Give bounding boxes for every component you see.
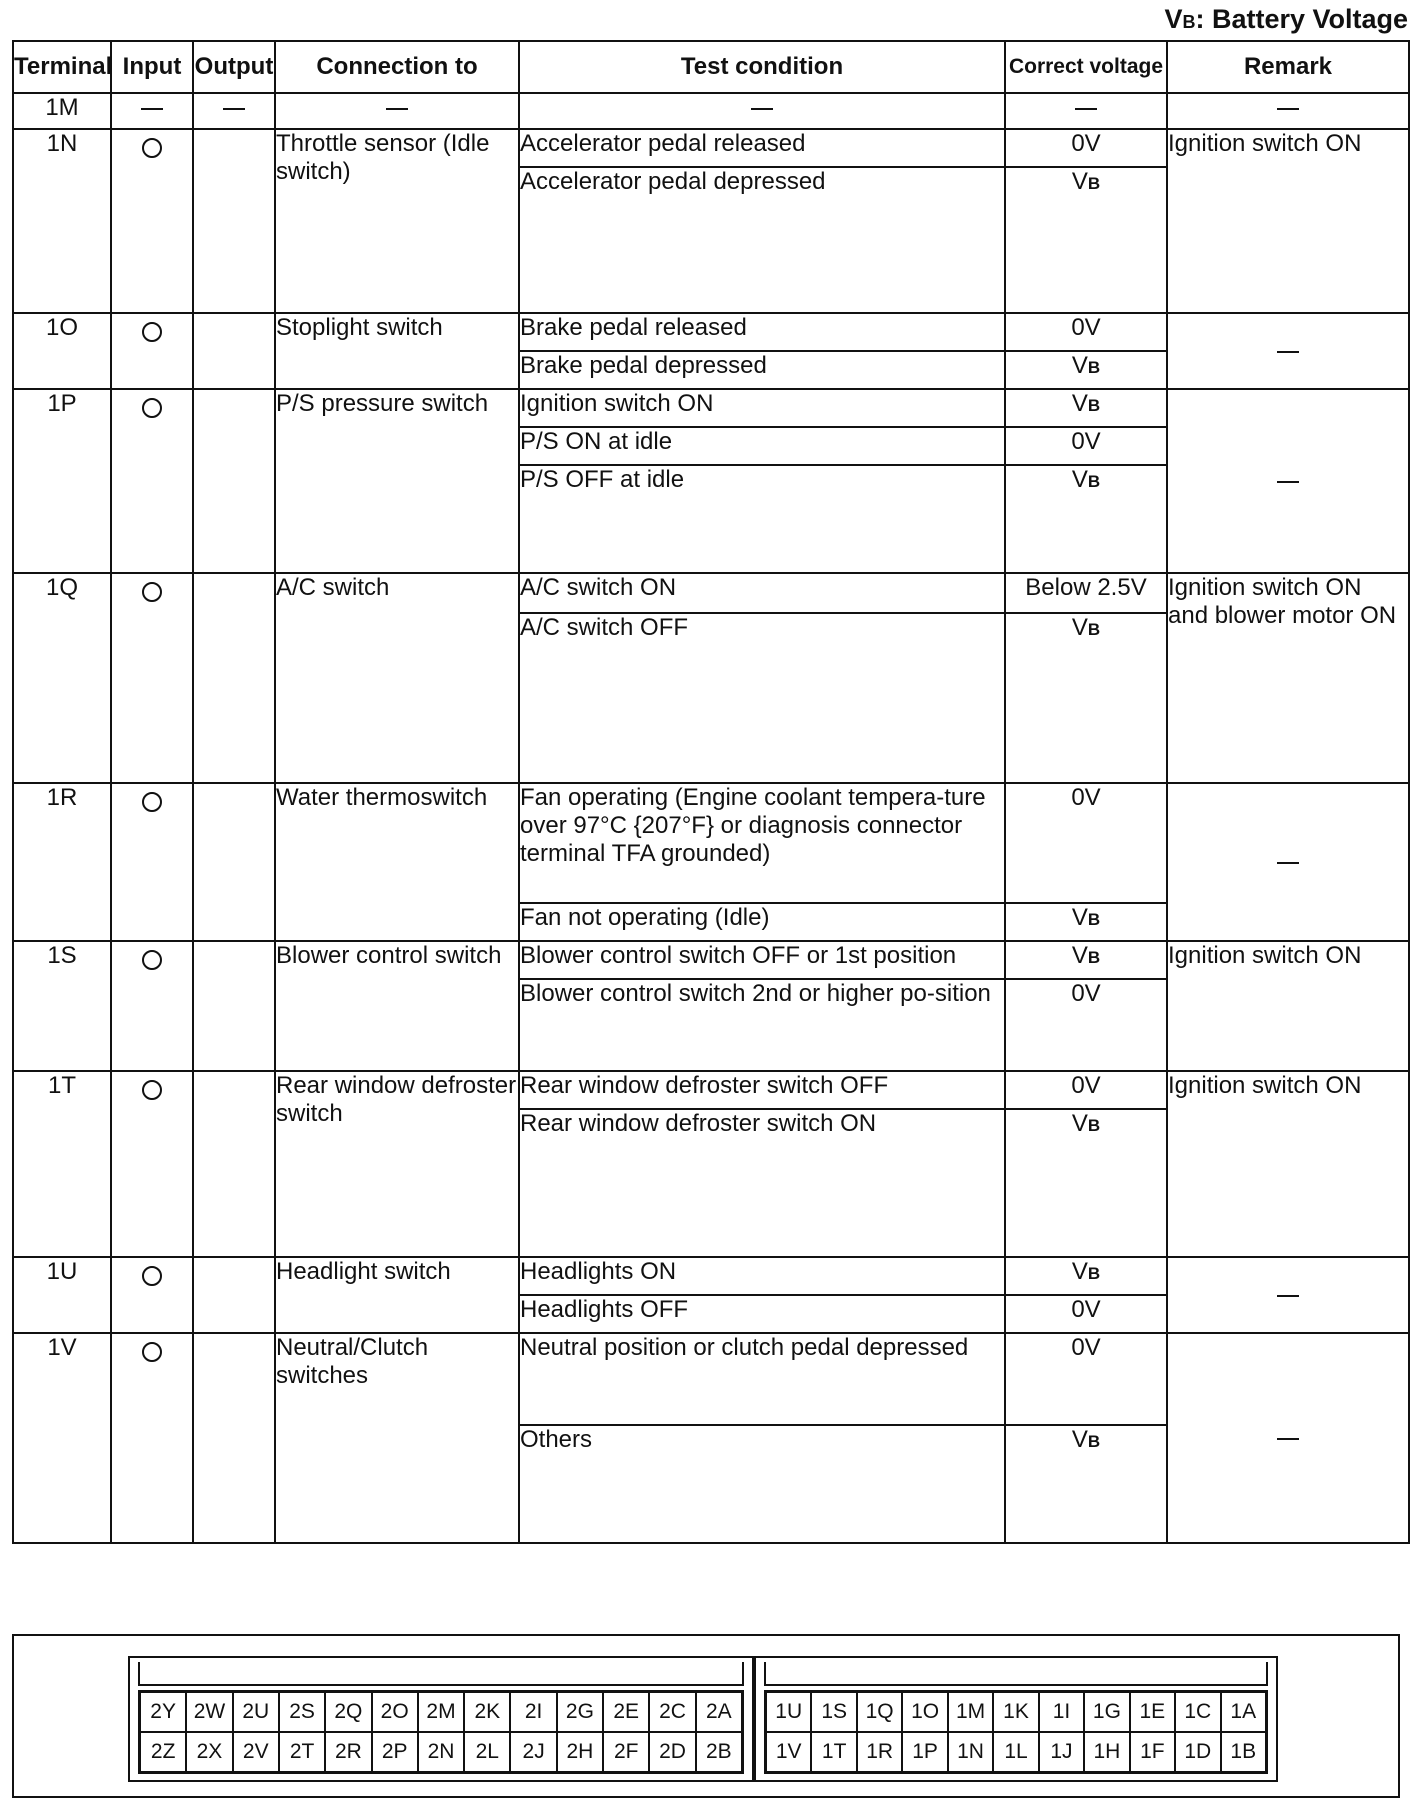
voltage-cell: VB (1005, 941, 1167, 979)
connector-pin: 2H (557, 1732, 603, 1772)
condition-cell: Headlights ON (519, 1257, 1005, 1295)
voltage-cell: VB (1005, 465, 1167, 573)
output-cell (193, 573, 275, 783)
voltage-cell: 0V (1005, 783, 1167, 903)
circle-icon (142, 582, 162, 602)
connector-pin: 2Z (140, 1732, 186, 1772)
header-input: Input (111, 41, 193, 93)
table-row (13, 93, 1409, 129)
connector-pin: 1A (1221, 1692, 1266, 1732)
remark-cell: Ignition switch ON (1167, 941, 1409, 1071)
remark-cell (1167, 313, 1409, 389)
table-row (13, 783, 1409, 903)
connector-pin: 1B (1221, 1732, 1266, 1772)
voltage-cell: 0V (1005, 313, 1167, 351)
dash (1005, 93, 1167, 129)
table-row (13, 129, 1409, 167)
header-test-condition: Test condition (519, 41, 1005, 93)
remark-cell: Ignition switch ON (1167, 1071, 1409, 1257)
circle-icon (142, 138, 162, 158)
input-mark (111, 129, 193, 313)
remark-cell: Ignition switch ON and blower motor ON (1167, 573, 1409, 783)
voltage-cell: VB (1005, 351, 1167, 389)
connection-cell: Headlight switch (275, 1257, 519, 1333)
terminal-cell: 1M (13, 93, 111, 129)
table-row (13, 1257, 1409, 1295)
remark-cell (1167, 389, 1409, 573)
connector-pin: 1F (1130, 1732, 1175, 1772)
connector-pin: 2B (696, 1732, 742, 1772)
condition-cell: A/C switch ON (519, 573, 1005, 613)
connector-pin: 1H (1084, 1732, 1129, 1772)
connector-pin: 1C (1175, 1692, 1220, 1732)
connector-pin: 1G (1084, 1692, 1129, 1732)
connection-cell: Throttle sensor (Idle switch) (275, 129, 519, 313)
voltage-cell: 0V (1005, 1071, 1167, 1109)
table-row (13, 389, 1409, 427)
dash (111, 93, 193, 129)
condition-cell: Neutral position or clutch pedal depressed (519, 1333, 1005, 1425)
circle-icon (142, 1080, 162, 1100)
connector-pin: 1Q (857, 1692, 902, 1732)
terminal-voltage-table (12, 40, 1410, 1544)
terminal-cell: 1O (13, 313, 111, 389)
connector-pin: 2L (464, 1732, 510, 1772)
connector-pin: 1K (993, 1692, 1038, 1732)
condition-cell: Blower control switch 2nd or higher po-sition (519, 979, 1005, 1071)
output-cell (193, 129, 275, 313)
output-cell (193, 1071, 275, 1257)
voltage-cell: VB (1005, 1109, 1167, 1257)
connector-group-1 (754, 1656, 1278, 1782)
voltage-cell: VB (1005, 1257, 1167, 1295)
terminal-cell: 1S (13, 941, 111, 1071)
voltage-cell: VB (1005, 1425, 1167, 1543)
connector-pin: 2C (649, 1692, 695, 1732)
dash (193, 93, 275, 129)
connection-cell: Stoplight switch (275, 313, 519, 389)
voltage-cell: 0V (1005, 1295, 1167, 1333)
connector-pin: 1J (1039, 1732, 1084, 1772)
battery-voltage-legend (1164, 4, 1408, 35)
header-row (13, 41, 1409, 93)
voltage-cell: 0V (1005, 129, 1167, 167)
connection-cell: Neutral/Clutch switches (275, 1333, 519, 1543)
condition-cell: Fan operating (Engine coolant tempera-ture over 97°C {207°F} or diagnosis connector terminal TFA grounded) (519, 783, 1005, 903)
input-mark (111, 313, 193, 389)
connector-pin: 1U (766, 1692, 811, 1732)
connector-pin: 2R (325, 1732, 371, 1772)
dash (275, 93, 519, 129)
output-cell (193, 1333, 275, 1543)
condition-cell: Fan not operating (Idle) (519, 903, 1005, 941)
remark-cell: Ignition switch ON (1167, 129, 1409, 313)
condition-cell: Others (519, 1425, 1005, 1543)
connector-latch (138, 1662, 744, 1686)
table-row (13, 573, 1409, 613)
table-row (13, 313, 1409, 351)
condition-cell: Blower control switch OFF or 1st position (519, 941, 1005, 979)
voltage-cell: 0V (1005, 979, 1167, 1071)
input-mark (111, 1257, 193, 1333)
output-cell (193, 1257, 275, 1333)
connector-pin: 2G (557, 1692, 603, 1732)
table-row (13, 1333, 1409, 1425)
connector-pin: 1T (811, 1732, 856, 1772)
terminal-cell: 1N (13, 129, 111, 313)
circle-icon (142, 398, 162, 418)
pin-grid-1 (764, 1690, 1268, 1774)
terminal-cell: 1R (13, 783, 111, 941)
input-mark (111, 389, 193, 573)
remark-cell (1167, 1257, 1409, 1333)
legend-text: : Battery Voltage (1195, 4, 1408, 34)
header-output: Output (193, 41, 275, 93)
connector-group-2 (128, 1656, 754, 1782)
table-row (13, 1071, 1409, 1109)
connector-pin: 1D (1175, 1732, 1220, 1772)
voltage-cell: VB (1005, 613, 1167, 783)
connector-pin: 2X (186, 1732, 232, 1772)
terminal-cell: 1U (13, 1257, 111, 1333)
voltage-cell: 0V (1005, 427, 1167, 465)
connector-pin: 1M (948, 1692, 993, 1732)
condition-cell: A/C switch OFF (519, 613, 1005, 783)
connector-pin: 1N (948, 1732, 993, 1772)
table-row (13, 941, 1409, 979)
connector-pin: 2M (418, 1692, 464, 1732)
legend-v: V (1164, 4, 1183, 34)
terminal-cell: 1T (13, 1071, 111, 1257)
voltage-cell: VB (1005, 903, 1167, 941)
circle-icon (142, 792, 162, 812)
input-mark (111, 1333, 193, 1543)
condition-cell: Ignition switch ON (519, 389, 1005, 427)
connection-cell: Blower control switch (275, 941, 519, 1071)
connection-cell: Rear window defroster switch (275, 1071, 519, 1257)
connector-pin: 2F (603, 1732, 649, 1772)
input-mark (111, 783, 193, 941)
connector-pin: 2T (279, 1732, 325, 1772)
legend-sub: B (1182, 12, 1196, 32)
circle-icon (142, 950, 162, 970)
header-connection: Connection to (275, 41, 519, 93)
input-mark (111, 941, 193, 1071)
connector-pin: 2O (372, 1692, 418, 1732)
pin-grid-2 (138, 1690, 744, 1774)
remark-cell (1167, 783, 1409, 941)
header-terminal: Terminal (13, 41, 111, 93)
terminal-cell: 1Q (13, 573, 111, 783)
condition-cell: Rear window defroster switch OFF (519, 1071, 1005, 1109)
condition-cell: P/S OFF at idle (519, 465, 1005, 573)
connection-cell: Water thermoswitch (275, 783, 519, 941)
terminal-cell: 1P (13, 389, 111, 573)
condition-cell: Rear window defroster switch ON (519, 1109, 1005, 1257)
voltage-cell: Below 2.5V (1005, 573, 1167, 613)
condition-cell: Brake pedal released (519, 313, 1005, 351)
connector-pin: 2D (649, 1732, 695, 1772)
voltage-cell: 0V (1005, 1333, 1167, 1425)
connector-pin: 1L (993, 1732, 1038, 1772)
connection-cell: P/S pressure switch (275, 389, 519, 573)
condition-cell: Accelerator pedal depressed (519, 167, 1005, 313)
connector-diagram (12, 1634, 1400, 1798)
connector-pin: 2J (510, 1732, 556, 1772)
connector-pin: 2K (464, 1692, 510, 1732)
connector-pin: 2I (510, 1692, 556, 1732)
output-cell (193, 389, 275, 573)
connector-pin: 1R (857, 1732, 902, 1772)
connector-pin: 1S (811, 1692, 856, 1732)
voltage-cell: VB (1005, 167, 1167, 313)
connector-pin: 1E (1130, 1692, 1175, 1732)
voltage-cell: VB (1005, 389, 1167, 427)
output-cell (193, 313, 275, 389)
connector-pin: 2U (233, 1692, 279, 1732)
condition-cell: Headlights OFF (519, 1295, 1005, 1333)
connector-pin: 2V (233, 1732, 279, 1772)
connector-pin: 2W (186, 1692, 232, 1732)
remark-cell (1167, 1333, 1409, 1543)
connector-pin: 2Q (325, 1692, 371, 1732)
connector-pin: 2S (279, 1692, 325, 1732)
header-correct-voltage: Correct voltage (1005, 41, 1167, 93)
connector-pin: 2A (696, 1692, 742, 1732)
condition-cell: Brake pedal depressed (519, 351, 1005, 389)
connector-pin: 2Y (140, 1692, 186, 1732)
dash (519, 93, 1005, 129)
circle-icon (142, 1266, 162, 1286)
connector-pin: 1P (902, 1732, 947, 1772)
connector-pin: 1O (902, 1692, 947, 1732)
condition-cell: Accelerator pedal released (519, 129, 1005, 167)
circle-icon (142, 322, 162, 342)
condition-cell: P/S ON at idle (519, 427, 1005, 465)
input-mark (111, 1071, 193, 1257)
connector-latch (764, 1662, 1268, 1686)
output-cell (193, 941, 275, 1071)
input-mark (111, 573, 193, 783)
connector-pin: 1V (766, 1732, 811, 1772)
terminal-cell: 1V (13, 1333, 111, 1543)
connector-pin: 2N (418, 1732, 464, 1772)
connector-pin: 2E (603, 1692, 649, 1732)
dash (1167, 93, 1409, 129)
header-remark: Remark (1167, 41, 1409, 93)
circle-icon (142, 1342, 162, 1362)
connector-pin: 1I (1039, 1692, 1084, 1732)
connection-cell: A/C switch (275, 573, 519, 783)
output-cell (193, 783, 275, 941)
connector-pin: 2P (372, 1732, 418, 1772)
